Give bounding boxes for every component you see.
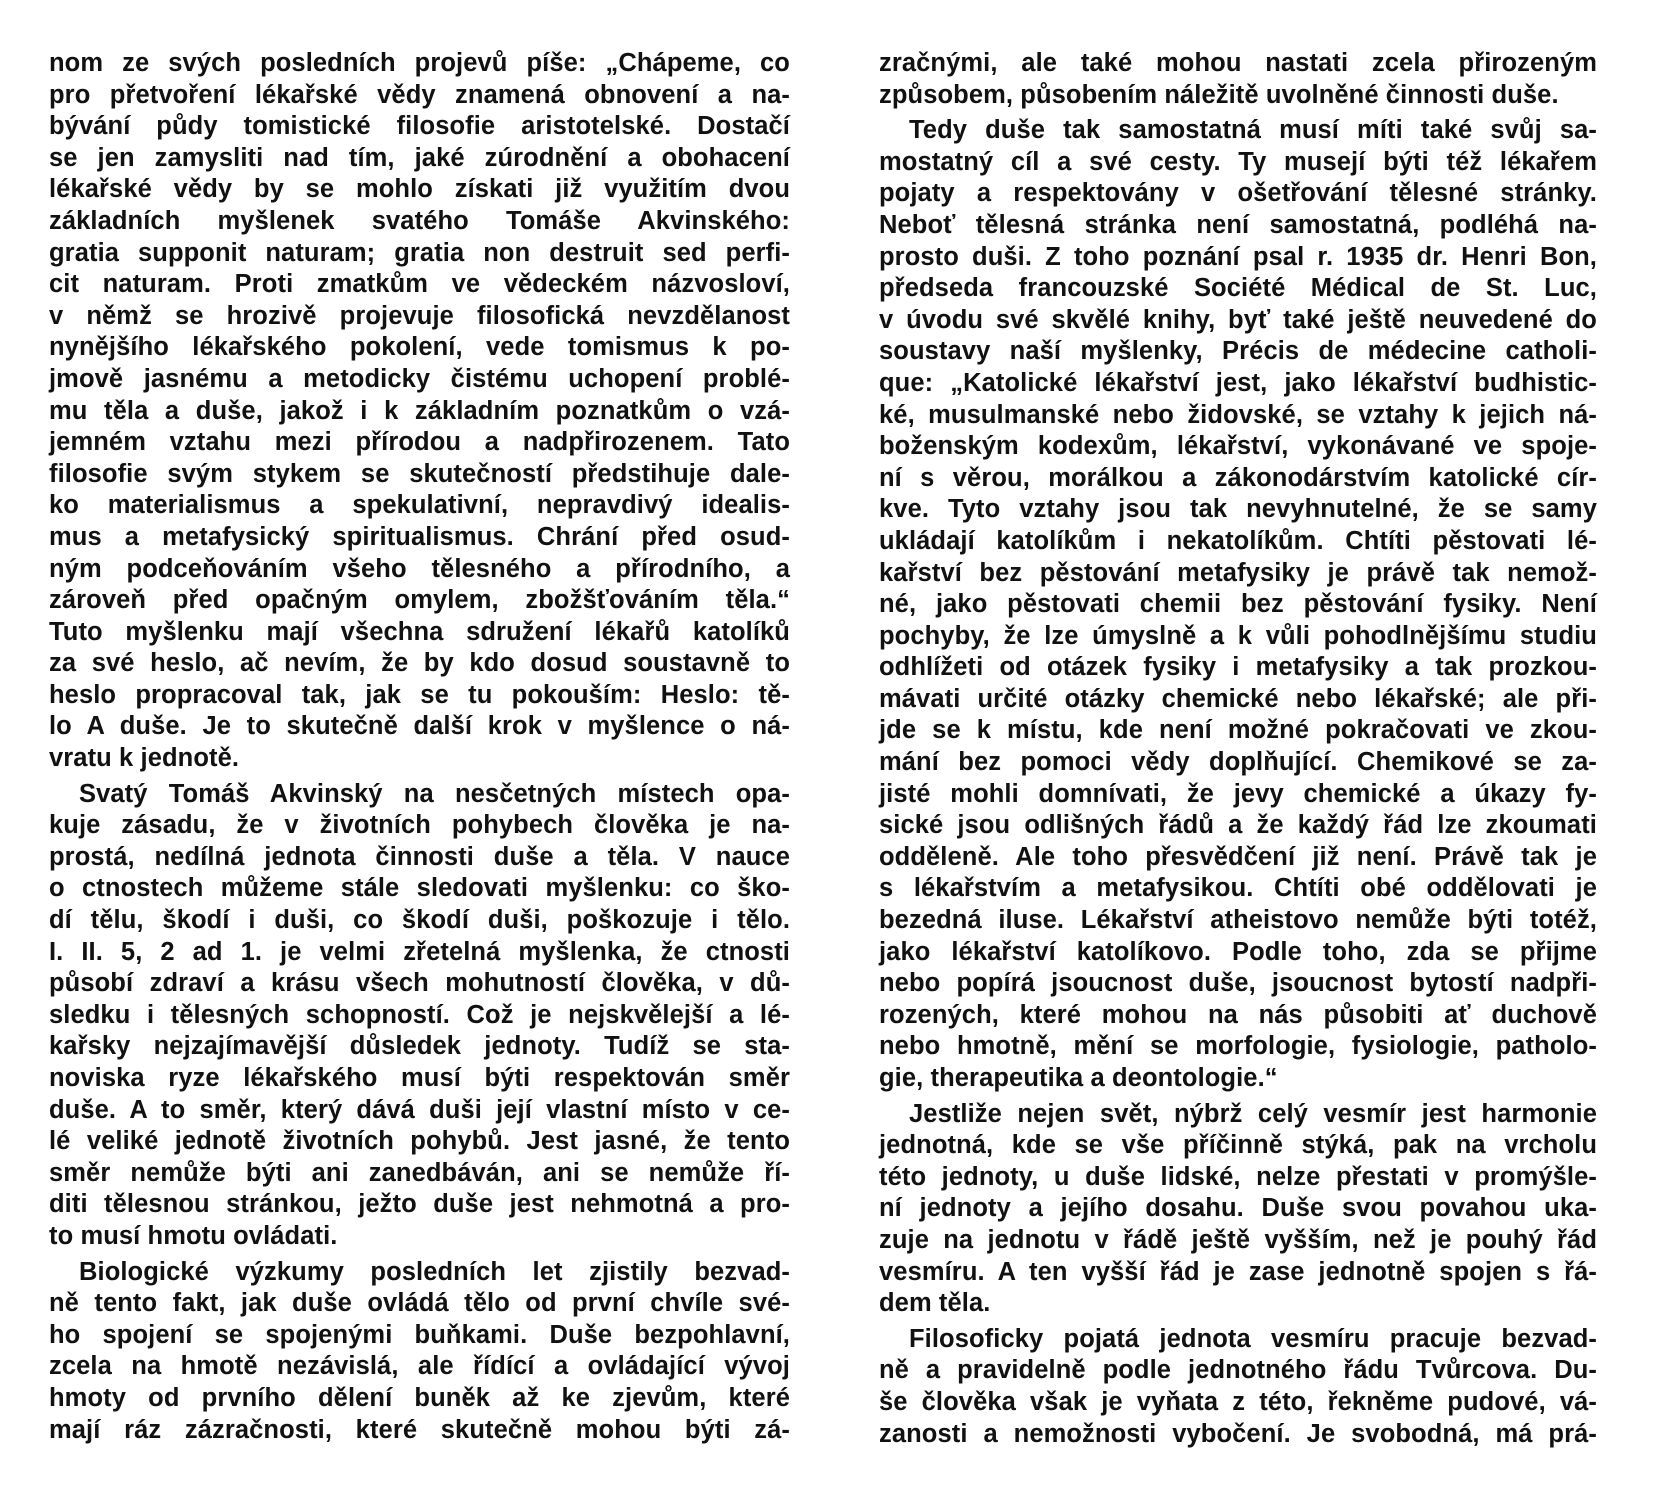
text-line: jmově jasnému a metodicky čistému uchopení problé- — [49, 364, 790, 393]
text-line: odděleně. Ale toho přesvědčení již není. Právě tak je — [879, 842, 1597, 871]
text-line: předseda francouzské Société Médical de St. Luc, — [879, 274, 1597, 303]
text-line: še člověka však je vyňata z této, řekněme pudové, vá- — [879, 1387, 1597, 1416]
text-line: kařství bez pěstování metafysiky je právě tak nemož- — [879, 558, 1597, 587]
right-column — [879, 48, 1597, 1450]
text-line: ní s věrou, morálkou a zákonodárstvím katolické cír- — [879, 463, 1597, 492]
text-line: ně a pravidelně podle jednotného řádu Tvůrcova. Du- — [879, 1356, 1597, 1385]
text-line: gie, therapeutika a deontologie.“ — [879, 1064, 1278, 1092]
text-line: boženským kodexům, lékařství, vykonávané ve spoje- — [879, 432, 1597, 461]
paragraph — [49, 48, 790, 775]
text-line: gratia supponit naturam; gratia non destruit sed perfi- — [49, 238, 790, 267]
text-line: působí zdraví a krásu všech mohutností člověka, v dů- — [49, 969, 790, 998]
text-line: v úvodu své skvělé knihy, byť také ještě neuvedené do — [879, 305, 1597, 334]
text-line: mu těla a duše, jakož i k základním poznatkům o vzá- — [49, 396, 790, 425]
paragraph — [879, 115, 1597, 1094]
text-line: ní jednoty a jejího dosahu. Duše svou povahou uka- — [879, 1194, 1597, 1223]
text-line: I. II. 5, 2 ad 1. je velmi zřetelná myšlenka, že ctnosti — [49, 937, 790, 966]
text-line: vratu k jednotě. — [49, 744, 240, 773]
text-line: odhlížeti od otázek fysiky i metafysiky a tak prozkou- — [879, 653, 1597, 682]
paragraph — [879, 1324, 1597, 1450]
text-line: dem těla. — [879, 1289, 991, 1318]
text-line: ko materialismus a spekulativní, nepravdivý idealis- — [49, 491, 790, 520]
text-line: Svatý Tomáš Akvinský na nesčetných místech opa- — [79, 779, 790, 808]
text-line: mostatný cíl a své cesty. Ty musejí býti též lékařem — [879, 147, 1597, 176]
text-line: Biologické výzkumy posledních let zjistily bezvad- — [79, 1257, 790, 1286]
text-line: zároveň před opačným omylem, zbožšťováním těla.“ — [49, 586, 790, 615]
text-line: zuje na jednotu v řádě ještě vyšším, než je pouhý řád — [879, 1225, 1597, 1254]
text-line: Neboť tělesná stránka není samostatná, podléhá na- — [879, 210, 1597, 239]
text-line: jako lékařství katolíkovo. Podle toho, zda se přijme — [879, 937, 1597, 966]
text-line: mání bez pomoci vědy doplňující. Chemikové se za- — [879, 748, 1597, 777]
text-line: bezedná iluse. Lékařství atheistovo nemůže býti totéž, — [879, 906, 1597, 935]
text-line: sledku i tělesných schopností. Což je nejskvělejší a lé- — [49, 1000, 790, 1029]
text-line: zcela na hmotě nezávislá, ale řídící a ovládající vývoj — [49, 1352, 790, 1381]
text-line: nebo popírá jsoucnost duše, jsoucnost bytostí nadpři- — [879, 969, 1597, 998]
text-line: kařsky nejzajímavější důsledek jednoty. Tudíž se sta- — [49, 1032, 790, 1061]
text-line: lékařské vědy by se mohlo získati již využitím dvou — [49, 175, 790, 204]
text-line: prostá, nedílná jednota činnosti duše a těla. V nauce — [49, 842, 790, 871]
text-line: se jen zamysliti nad tím, jaké zúrodnění a obohacení — [49, 143, 790, 172]
text-line: vesmíru. A ten vyšší řád je zase jednotně spojen s řá- — [879, 1257, 1597, 1286]
text-line: bývání půdy tomistické filosofie aristotelské. Dostačí — [49, 112, 790, 141]
text-line: diti tělesnou stránkou, ježto duše jest nehmotná a pro- — [49, 1190, 790, 1219]
text-line: Filosoficky pojatá jednota vesmíru pracuje bezvad- — [909, 1324, 1597, 1353]
text-line: jednotná, kde se vše příčinně stýká, pak na vrcholu — [879, 1131, 1597, 1160]
text-line: zračnými, ale také mohou nastati zcela přirozeným — [879, 49, 1597, 77]
text-line: prosto duši. Z toho poznání psal r. 1935 dr. Henri Bon, — [879, 242, 1597, 271]
text-line: o ctnostech můžeme stále sledovati myšlenku: co ško- — [49, 874, 790, 903]
text-line: základních myšlenek svatého Tomáše Akvinského: — [49, 206, 790, 235]
text-line: duše. A to směr, který dává duši její vlastní místo v ce- — [49, 1095, 790, 1124]
text-line: lé veliké jednotě životních pohybů. Jest jasné, že tento — [49, 1127, 790, 1156]
text-line: Jestliže nejen svět, nýbrž celý vesmír jest harmonie — [909, 1099, 1597, 1128]
text-line: cit naturam. Proti zmatkům ve vědeckém názvosloví, — [49, 270, 790, 299]
text-line: hmoty od prvního dělení buněk až ke zjevům, které — [49, 1383, 790, 1412]
text-line: filosofie svým stykem se skutečností předstihuje dale- — [49, 459, 790, 488]
text-line: pochyby, že lze úmyslně a k vůli pohodlnějšímu studiu — [879, 621, 1597, 650]
text-line: ho spojení se spojenými buňkami. Duše bezpohlavní, — [49, 1320, 790, 1349]
text-line: nom ze svých posledních projevů píše: „Chápeme, co — [49, 49, 790, 77]
text-line: mají ráz zázračnosti, které skutečně mohou býti zá- — [49, 1415, 790, 1444]
text-line: to musí hmotu ovládati. — [49, 1221, 338, 1250]
text-line: ným podceňováním všeho tělesného a přírodního, a — [49, 554, 790, 583]
text-line: způsobem, působením náležitě uvolněné činnosti duše. — [879, 80, 1559, 109]
text-line: noviska ryze lékařského musí býti respektován směr — [49, 1064, 790, 1092]
text-line: pojaty a respektovány v ošetřování tělesné stránky. — [879, 179, 1597, 208]
text-line: jemném vztahu mezi přírodou a nadpřirozenem. Tato — [49, 428, 790, 457]
text-line: Tedy duše tak samostatná musí míti také svůj sa- — [909, 116, 1597, 145]
text-line: mávati určité otázky chemické nebo lékařské; ale při- — [879, 684, 1597, 713]
left-column — [49, 48, 790, 1446]
text-line: s lékařstvím a metafysikou. Chtíti obé oddělovati je — [879, 874, 1597, 903]
text-line: nynějšího lékařského pokolení, vede tomismus k po- — [49, 333, 790, 362]
text-line: né, jako pěstovati chemii bez pěstování fysiky. Není — [879, 590, 1597, 619]
text-line: soustavy naší myšlenky, Précis de médecine catholi- — [879, 337, 1597, 366]
text-line: kve. Tyto vztahy jsou tak nevyhnutelné, že se samy — [879, 495, 1597, 524]
text-line: ně tento fakt, jak duše ovládá tělo od první chvíle své- — [49, 1289, 790, 1318]
text-line: nebo hmotně, mění se morfologie, fysiologie, patholo- — [879, 1032, 1597, 1061]
paragraph — [49, 1257, 790, 1447]
text-line: heslo propracoval tak, jak se tu pokouším: Heslo: tě- — [49, 680, 790, 709]
text-line: zanosti a nemožnosti vybočení. Je svobodná, má prá- — [879, 1419, 1597, 1448]
paragraph — [879, 1099, 1597, 1320]
paragraph — [49, 779, 790, 1253]
text-line: směr nemůže býti ani zanedbáván, ani se nemůže ří- — [49, 1158, 790, 1187]
text-line: mus a metafysický spiritualismus. Chrání před osud- — [49, 522, 790, 551]
text-line: jde se k místu, kde není možné pokračovati ve zkou- — [879, 716, 1597, 745]
text-line: Tuto myšlenku mají všechna sdružení lékařů katolíků — [49, 617, 790, 646]
text-line: ké, musulmanské nebo židovské, se vztahy k jejich ná- — [879, 400, 1597, 429]
text-line: dí tělu, škodí i duši, co škodí duši, poškozuje i tělo. — [49, 906, 790, 935]
paragraph — [879, 48, 1597, 111]
text-line: que: „Katolické lékařství jest, jako lékařství budhistic- — [879, 368, 1597, 397]
text-line: za své heslo, ač nevím, že by kdo dosud soustavně to — [49, 649, 790, 678]
text-line: lo A duše. Je to skutečně další krok v myšlence o ná- — [49, 712, 790, 741]
text-line: této jednoty, u duše lidské, nelze přestati v promýšle- — [879, 1162, 1597, 1191]
text-line: kuje zásadu, že v životních pohybech člověka je na- — [49, 811, 790, 840]
text-line: pro přetvoření lékařské vědy znamená obnovení a na- — [49, 80, 790, 109]
text-line: sické jsou odlišných řádů a že každý řád lze zkoumati — [879, 811, 1597, 840]
text-line: v němž se hrozivě projevuje filosofická nevzdělanost — [49, 301, 790, 330]
text-line: ukládají katolíkům i nekatolíkům. Chtíti pěstovati lé- — [879, 526, 1597, 555]
text-line: jisté mohli domnívati, že jevy chemické a úkazy fy- — [879, 779, 1597, 808]
text-line: rozených, které mohou na nás působiti ať duchově — [879, 1000, 1597, 1029]
